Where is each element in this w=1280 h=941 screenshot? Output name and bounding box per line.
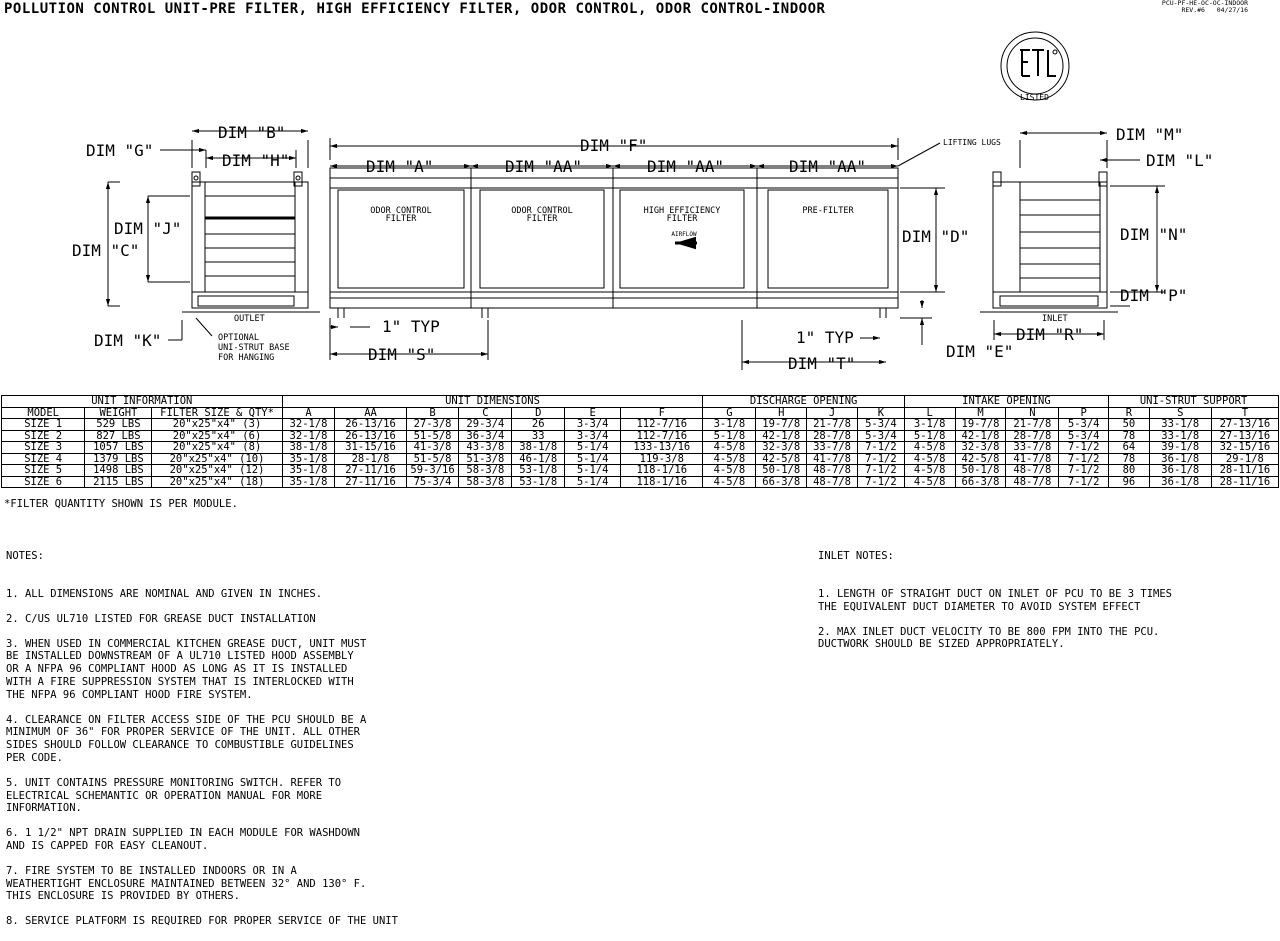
doc-id: PCU-PF-HE-OC-OC-INDOOR	[1161, 0, 1248, 7]
table-cell: 35-1/8	[282, 465, 335, 477]
dim-g-label: DIM "G"	[86, 141, 154, 160]
table-cell: 5-1/4	[565, 465, 621, 477]
table-cell: 36-1/8	[1149, 453, 1211, 465]
etl-ring-text: LISTED	[1020, 93, 1049, 102]
table-cell: 3-3/4	[565, 430, 621, 442]
table-cell: SIZE 4	[2, 453, 85, 465]
table-header-cell: H	[756, 407, 807, 419]
for-hanging-label: FOR HANGING	[218, 353, 275, 363]
dim-aa-label-1: DIM "AA"	[505, 157, 583, 176]
dim-e-label: DIM "E"	[946, 342, 1014, 361]
inlet-label: INLET	[1042, 314, 1068, 324]
table-cell: 5-3/4	[857, 430, 904, 442]
table-cell: 80	[1109, 465, 1150, 477]
note-spacer	[6, 853, 466, 865]
note-spacer	[6, 903, 466, 915]
note-item	[6, 613, 466, 626]
table-cell: 78	[1109, 430, 1150, 442]
airflow-label: AIRFLOW	[671, 231, 697, 238]
module-1-line-2: FILTER	[385, 214, 417, 224]
table-footnote: *FILTER QUANTITY SHOWN IS PER MODULE.	[4, 498, 238, 510]
table-cell: 4-5/8	[703, 465, 756, 477]
table-cell: 29-3/4	[459, 419, 512, 431]
note-line: PER CODE.	[6, 751, 63, 764]
table-cell: 53-1/8	[512, 476, 565, 488]
table-header-cell: T	[1211, 407, 1278, 419]
table-cell: 51-3/8	[459, 453, 512, 465]
table-cell: 50	[1109, 419, 1150, 431]
table-cell: 28-7/8	[807, 430, 858, 442]
table-cell: 42-5/8	[955, 453, 1006, 465]
table-cell: 78	[1109, 453, 1150, 465]
page-title: POLLUTION CONTROL UNIT-PRE FILTER, HIGH EFFICIENCY FILTER, ODOR CONTROL, ODOR CONTROL-INDOOR	[4, 1, 826, 17]
table-cell: 3-1/8	[904, 419, 955, 431]
note-line: AND IS CAPPED FOR EASY CLEANOUT.	[6, 839, 209, 852]
table-cell: 26	[512, 419, 565, 431]
table-cell: 4-5/8	[703, 476, 756, 488]
table-cell: 33-7/8	[1006, 442, 1059, 454]
table-cell: 7-1/2	[1059, 453, 1109, 465]
table-cell: 7-1/2	[857, 453, 904, 465]
dim-l-label: DIM "L"	[1146, 151, 1214, 170]
table-cell: 50-1/8	[756, 465, 807, 477]
note-line: 8. SERVICE PLATFORM IS REQUIRED FOR PROPER SERVICE OF THE UNIT	[6, 915, 398, 928]
table-header-cell: J	[807, 407, 858, 419]
table-cell: 48-7/8	[1006, 465, 1059, 477]
lifting-lugs-label: LIFTING LUGS	[943, 138, 1001, 147]
table-header-cell: B	[406, 407, 459, 419]
table-cell: 59-3/16	[406, 465, 459, 477]
unistrut-base-label: UNI-STRUT BASE	[218, 343, 290, 353]
dim-aa-label-2: DIM "AA"	[647, 157, 725, 176]
note-spacer	[6, 765, 466, 777]
table-cell: 51-5/8	[406, 453, 459, 465]
note-line: THE EQUIVALENT DUCT DIAMETER TO AVOID SYSTEM EFFECT	[818, 600, 1141, 613]
table-cell: 48-7/8	[807, 476, 858, 488]
table-row	[2, 465, 1279, 477]
table-cell: 118-1/16	[621, 476, 703, 488]
table-header-cell: R	[1109, 407, 1150, 419]
note-spacer	[6, 815, 466, 827]
table-cell: 529 LBS	[85, 419, 152, 431]
table-header-cell: E	[565, 407, 621, 419]
table-cell: 26-13/16	[335, 419, 406, 431]
table-cell: 38-1/8	[282, 442, 335, 454]
table-header-cell: L	[904, 407, 955, 419]
table-cell: SIZE 3	[2, 442, 85, 454]
note-line: BE INSTALLED DOWNSTREAM OF A UL710 LISTED HOOD ASSEMBLY	[6, 650, 354, 663]
table-cell: 27-13/16	[1211, 419, 1278, 431]
table-cell: 28-7/8	[1006, 430, 1059, 442]
table-cell: 27-11/16	[335, 465, 406, 477]
table-cell: 4-5/8	[703, 453, 756, 465]
table-cell: 33-7/8	[807, 442, 858, 454]
table-cell: 7-1/2	[1059, 442, 1109, 454]
note-line: WEATHERTIGHT ENCLOSURE MAINTAINED BETWEEN 32° AND 130° F.	[6, 877, 367, 890]
table-header-cell: P	[1059, 407, 1109, 419]
note-line: DUCTWORK SHOULD BE SIZED APPROPRIATELY.	[818, 638, 1065, 651]
note-line: 4. CLEARANCE ON FILTER ACCESS SIDE OF THE PCU SHOULD BE A	[6, 713, 367, 726]
table-cell: 3-3/4	[565, 419, 621, 431]
table-cell: 2115 LBS	[85, 476, 152, 488]
table-cell: 119-3/8	[621, 453, 703, 465]
table-cell: 5-1/4	[565, 453, 621, 465]
table-cell: 48-7/8	[1006, 476, 1059, 488]
table-cell: 21-7/8	[1006, 419, 1059, 431]
table-cell: 827 LBS	[85, 430, 152, 442]
note-line: 7. FIRE SYSTEM TO BE INSTALLED INDOORS OR IN A	[6, 864, 297, 877]
note-item	[6, 827, 466, 853]
dim-aa-label-3: DIM "AA"	[789, 157, 867, 176]
table-cell: 27-3/8	[406, 419, 459, 431]
table-cell: SIZE 5	[2, 465, 85, 477]
unit-drawing	[0, 0, 1280, 395]
table-cell: 5-1/8	[703, 430, 756, 442]
table-group-0: UNIT INFORMATION	[2, 396, 283, 408]
table-cell: 133-13/16	[621, 442, 703, 454]
front-view-dims	[366, 136, 1013, 373]
table-header-cell: A	[282, 407, 335, 419]
module-2-line-1: ODOR CONTROL	[511, 206, 573, 216]
table-cell: 33	[512, 430, 565, 442]
note-line: MINIMUM OF 36" FOR PROPER SERVICE OF THE UNIT. ALL OTHER	[6, 726, 361, 739]
table-cell: 112-7/16	[621, 419, 703, 431]
table-row	[2, 442, 1279, 454]
table-cell: 28-11/16	[1211, 476, 1278, 488]
note-line: 3. WHEN USED IN COMMERCIAL KITCHEN GREASE DUCT, UNIT MUST	[6, 637, 367, 650]
module-3-line-2: FILTER	[666, 214, 698, 224]
left-view-labels	[218, 314, 290, 363]
table-cell: 5-3/4	[1059, 419, 1109, 431]
table-cell: 27-11/16	[335, 476, 406, 488]
table-cell: 7-1/2	[857, 442, 904, 454]
table-cell: 27-13/16	[1211, 430, 1278, 442]
note-line: 1. LENGTH OF STRAIGHT DUCT ON INLET OF PCU TO BE 3 TIMES	[818, 587, 1173, 600]
optional-label: OPTIONAL	[218, 333, 259, 343]
table-group-header	[2, 396, 1279, 408]
table-cell: 32-1/8	[282, 430, 335, 442]
note-item	[6, 915, 466, 928]
table-cell: 20"x25"x4" (18)	[152, 476, 282, 488]
table-cell: 5-1/4	[565, 442, 621, 454]
table-cell: 33-1/8	[1149, 419, 1211, 431]
dim-t-label: DIM "T"	[788, 354, 856, 373]
table-cell: 41-7/8	[1006, 453, 1059, 465]
table-cell: 5-1/8	[904, 430, 955, 442]
table-cell: 7-1/2	[1059, 476, 1109, 488]
table-group-2: DISCHARGE OPENING	[703, 396, 904, 408]
table-cell: 4-5/8	[904, 442, 955, 454]
table-header-cell: S	[1149, 407, 1211, 419]
note-item	[6, 714, 466, 765]
table-cell: 66-3/8	[955, 476, 1006, 488]
table-header-cell: MODEL	[2, 407, 85, 419]
table-header-cell: AA	[335, 407, 406, 419]
table-cell: 48-7/8	[807, 465, 858, 477]
table-cell: 4-5/8	[703, 442, 756, 454]
table-cell: 31-15/16	[335, 442, 406, 454]
table-header-cell: F	[621, 407, 703, 419]
table-cell: 46-1/8	[512, 453, 565, 465]
dim-n-label: DIM "N"	[1120, 225, 1188, 244]
notes-section	[6, 524, 466, 941]
note-line: THIS ENCLOSURE IS PROVIDED BY OTHERS.	[6, 890, 240, 903]
note-spacer	[6, 702, 466, 714]
table-cell: 1498 LBS	[85, 465, 152, 477]
table-header-cell: K	[857, 407, 904, 419]
note-spacer	[6, 626, 466, 638]
dimension-table	[1, 395, 1279, 488]
table-cell: 19-7/8	[756, 419, 807, 431]
table-cell: 7-1/2	[857, 465, 904, 477]
table-group-1: UNIT DIMENSIONS	[282, 396, 703, 408]
dim-a-label: DIM "A"	[366, 157, 434, 176]
table-cell: 5-1/4	[565, 476, 621, 488]
table-cell: 3-1/8	[703, 419, 756, 431]
module-4-line-1: PRE-FILTER	[802, 206, 854, 216]
table-cell: 20"x25"x4" (8)	[152, 442, 282, 454]
note-item	[6, 638, 466, 702]
table-cell: 64	[1109, 442, 1150, 454]
dim-j-label: DIM "J"	[114, 219, 182, 238]
table-group-4: UNI-STRUT SUPPORT	[1109, 396, 1279, 408]
inlet-notes-list	[818, 588, 1258, 651]
table-header-cell: M	[955, 407, 1006, 419]
table-cell: 29-1/8	[1211, 453, 1278, 465]
table-cell: 36-1/8	[1149, 465, 1211, 477]
table-cell: 66-3/8	[756, 476, 807, 488]
table-cell: 5-3/4	[857, 419, 904, 431]
table-cell: 58-3/8	[459, 465, 512, 477]
dim-k-label: DIM "K"	[94, 331, 162, 350]
note-line: SIDES SHOULD FOLLOW CLEARANCE TO COMBUSTIBLE GUIDELINES	[6, 739, 354, 752]
table-header-cell: G	[703, 407, 756, 419]
note-line: WITH A FIRE SUPPRESSION SYSTEM THAT IS INTERLOCKED WITH	[6, 675, 354, 688]
table-header-cell: WEIGHT	[85, 407, 152, 419]
note-line: 6. 1 1/2" NPT DRAIN SUPPLIED IN EACH MODULE FOR WASHDOWN	[6, 827, 361, 840]
table-cell: 50-1/8	[955, 465, 1006, 477]
module-3-line-1: HIGH EFFICIENCY	[643, 206, 721, 216]
table-cell: 51-5/8	[406, 430, 459, 442]
table-header-cell: FILTER SIZE & QTY*	[152, 407, 282, 419]
table-cell: SIZE 1	[2, 419, 85, 431]
table-column-header	[2, 407, 1279, 419]
revision-date: REV.#6 04/27/16	[1181, 6, 1248, 14]
note-line: INFORMATION.	[6, 802, 82, 815]
table-cell: 21-7/8	[807, 419, 858, 431]
note-line: 2. MAX INLET DUCT VELOCITY TO BE 800 FPM INTO THE PCU.	[818, 625, 1160, 638]
table-cell: 75-3/4	[406, 476, 459, 488]
dim-p-label: DIM "P"	[1120, 286, 1188, 305]
table-cell: 19-7/8	[955, 419, 1006, 431]
table-cell: 32-1/8	[282, 419, 335, 431]
dim-c-label: DIM "C"	[72, 241, 140, 260]
table-row	[2, 419, 1279, 431]
table-cell: 4-5/8	[904, 476, 955, 488]
table-cell: 42-1/8	[756, 430, 807, 442]
table-cell: 20"x25"x4" (6)	[152, 430, 282, 442]
outlet-label: OUTLET	[234, 314, 265, 324]
table-cell: SIZE 6	[2, 476, 85, 488]
note-item	[6, 777, 466, 815]
notes-heading: NOTES:	[6, 549, 44, 562]
note-spacer	[6, 601, 466, 613]
note-line: 1. ALL DIMENSIONS ARE NOMINAL AND GIVEN IN INCHES.	[6, 587, 323, 600]
table-cell: 96	[1109, 476, 1150, 488]
table-cell: 35-1/8	[282, 453, 335, 465]
table-cell: 32-3/8	[756, 442, 807, 454]
table-cell: 53-1/8	[512, 465, 565, 477]
table-cell: 1379 LBS	[85, 453, 152, 465]
module-labels	[370, 206, 854, 238]
note-spacer	[818, 614, 1258, 626]
note-line: 5. UNIT CONTAINS PRESSURE MONITORING SWITCH. REFER TO	[6, 776, 342, 789]
table-row	[2, 430, 1279, 442]
note-line: OR A NFPA 96 COMPLIANT HOOD AS LONG AS IT IS INSTALLED	[6, 663, 348, 676]
table-cell: 7-1/2	[1059, 465, 1109, 477]
note-line: THE NFPA 96 COMPLIANT HOOD FIRE SYSTEM.	[6, 688, 253, 701]
table-header-cell: C	[459, 407, 512, 419]
table-header-cell: D	[512, 407, 565, 419]
note-line: 2. C/US UL710 LISTED FOR GREASE DUCT INSTALLATION	[6, 612, 316, 625]
table-cell: 36-1/8	[1149, 476, 1211, 488]
table-cell: 36-3/4	[459, 430, 512, 442]
table-cell: 32-3/8	[955, 442, 1006, 454]
inlet-notes-section	[818, 524, 1258, 664]
etl-listed-mark	[1001, 32, 1069, 100]
table-cell: 4-5/8	[904, 453, 955, 465]
table-cell: 33-1/8	[1149, 430, 1211, 442]
note-item	[6, 588, 466, 601]
table-cell: 1057 LBS	[85, 442, 152, 454]
table-cell: 118-1/16	[621, 465, 703, 477]
table-cell: SIZE 2	[2, 430, 85, 442]
table-header-cell: N	[1006, 407, 1059, 419]
dim-m-label: DIM "M"	[1116, 125, 1184, 144]
table-cell: 5-3/4	[1059, 430, 1109, 442]
module-1-line-1: ODOR CONTROL	[370, 206, 432, 216]
table-cell: 28-1/8	[335, 453, 406, 465]
dim-b-label: DIM "B"	[218, 123, 286, 142]
note-item	[818, 626, 1258, 652]
table-cell: 41-7/8	[807, 453, 858, 465]
table-cell: 7-1/2	[857, 476, 904, 488]
dim-h-label: DIM "H"	[222, 151, 290, 170]
table-group-3: INTAKE OPENING	[904, 396, 1108, 408]
right-view-dims	[1016, 125, 1213, 344]
table-row	[2, 476, 1279, 488]
dim-d-label: DIM "D"	[902, 227, 970, 246]
table-cell: 42-1/8	[955, 430, 1006, 442]
table-cell: 32-15/16	[1211, 442, 1278, 454]
table-cell: 26-13/16	[335, 430, 406, 442]
notes-list	[6, 588, 466, 928]
table-cell: 28-11/16	[1211, 465, 1278, 477]
typ-label-left: 1" TYP	[382, 317, 440, 336]
module-2-line-2: FILTER	[526, 214, 558, 224]
dim-s-label: DIM "S"	[368, 345, 436, 364]
table-cell: 35-1/8	[282, 476, 335, 488]
table-cell: 43-3/8	[459, 442, 512, 454]
table-cell: 42-5/8	[756, 453, 807, 465]
dim-r-label: DIM "R"	[1016, 325, 1084, 344]
typ-label-right: 1" TYP	[796, 328, 854, 347]
table-cell: 38-1/8	[512, 442, 565, 454]
table-cell: 20"x25"x4" (3)	[152, 419, 282, 431]
table-cell: 112-7/16	[621, 430, 703, 442]
dim-f-label: DIM "F"	[580, 136, 648, 155]
table-cell: 58-3/8	[459, 476, 512, 488]
table-cell: 39-1/8	[1149, 442, 1211, 454]
table-body	[2, 419, 1279, 488]
table-cell: 4-5/8	[904, 465, 955, 477]
note-line: ELECTRICAL SCHEMANTIC OR OPERATION MANUAL FOR MORE	[6, 789, 323, 802]
note-item	[818, 588, 1258, 614]
table-cell: 20"x25"x4" (12)	[152, 465, 282, 477]
table-row	[2, 453, 1279, 465]
inlet-notes-heading: INLET NOTES:	[818, 549, 894, 562]
table-cell: 41-3/8	[406, 442, 459, 454]
table-cell: 20"x25"x4" (10)	[152, 453, 282, 465]
